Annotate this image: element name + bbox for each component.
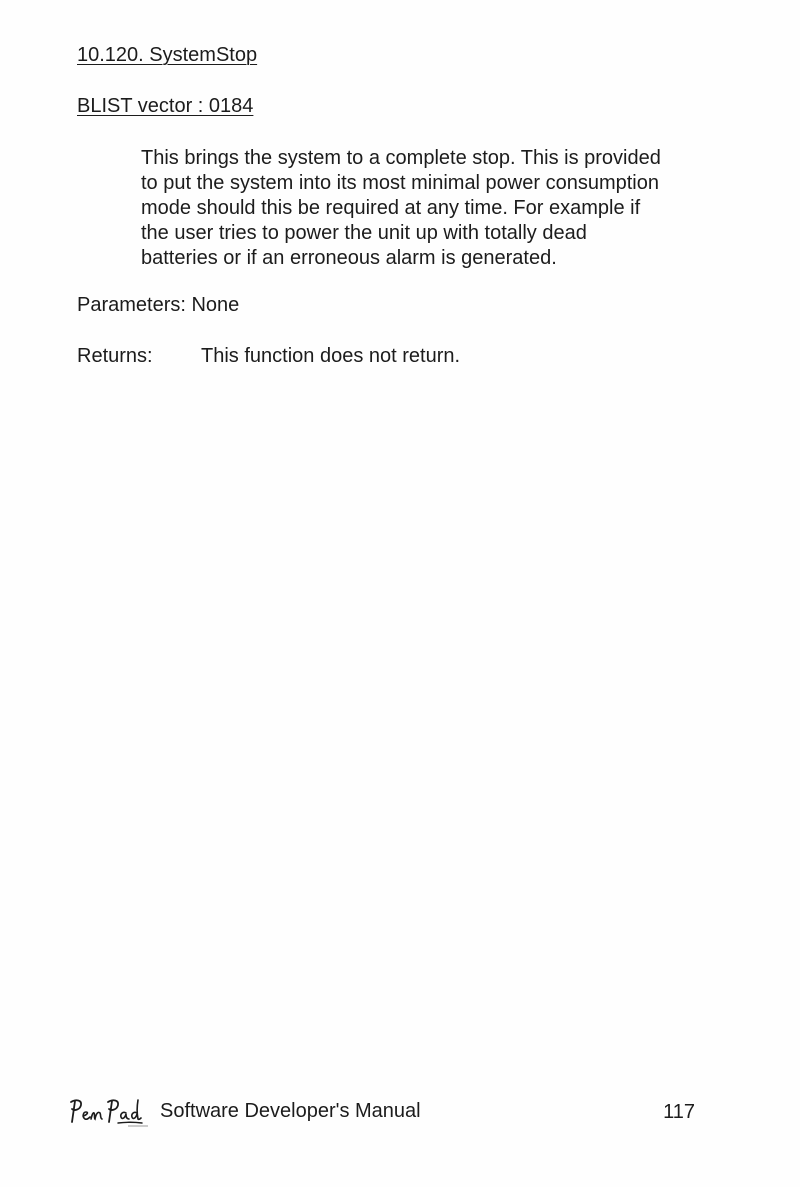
- returns-label: Returns:: [77, 345, 153, 367]
- page-number: 117: [663, 1101, 695, 1123]
- returns-line: [77, 345, 460, 368]
- description-line: mode should this be required at any time. For example if: [141, 197, 641, 219]
- page-footer: [68, 1096, 698, 1136]
- penpad-logo: [68, 1096, 156, 1130]
- section-title: 10.120. SystemStop: [77, 44, 258, 66]
- description-line: This brings the system to a complete stop. This is provided: [141, 147, 661, 169]
- manual-title: Software Developer's Manual: [160, 1100, 421, 1122]
- parameters-line: Parameters: None: [77, 294, 240, 316]
- returns-value: This function does not return.: [201, 345, 461, 367]
- description-paragraph: [141, 146, 721, 271]
- blist-vector-heading: BLIST vector : 0184: [77, 95, 254, 117]
- description-line: batteries or if an erroneous alarm is generated.: [141, 247, 557, 269]
- description-line: the user tries to power the unit up with totally dead: [141, 222, 587, 244]
- description-line: to put the system into its most minimal power consumption: [141, 172, 659, 194]
